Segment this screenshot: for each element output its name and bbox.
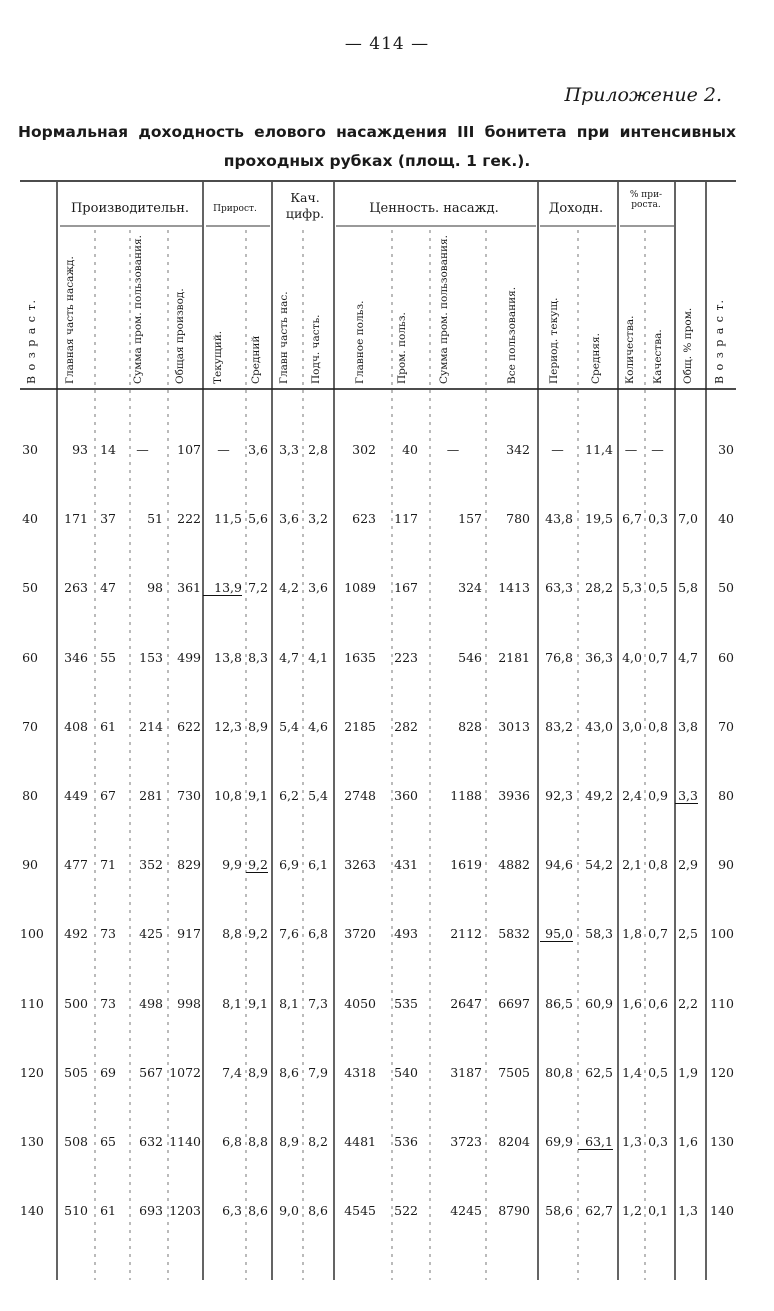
table-cell: 107 bbox=[177, 442, 201, 457]
table-cell: 12,3 bbox=[214, 718, 242, 734]
table-cell: 6,7 bbox=[622, 511, 642, 527]
table-cell: 1619 bbox=[450, 857, 482, 873]
table-cell: 2185 bbox=[344, 718, 376, 734]
table-cell: 1,3 bbox=[678, 1203, 698, 1219]
table-cell: 6,8 bbox=[308, 926, 328, 942]
column-header-0: В о з р а с т. bbox=[25, 298, 38, 384]
table-cell: 1140 bbox=[169, 1134, 201, 1149]
column-header-12: Все пользования. bbox=[506, 286, 518, 384]
table-cell: 1089 bbox=[344, 580, 376, 596]
page-number: — 414 — bbox=[344, 34, 430, 54]
table-cell: 1203 bbox=[169, 1203, 201, 1219]
column-header-3: Сумма пром. пользования. bbox=[132, 235, 144, 384]
column-header-14: Средняя. bbox=[590, 332, 602, 384]
age-cell: 120 bbox=[20, 1064, 44, 1080]
table-cell: 917 bbox=[177, 926, 201, 942]
group-header-value: Ценность. насажд. bbox=[369, 201, 499, 216]
table-cell: 3,8 bbox=[678, 718, 698, 734]
table-cell: 0,7 bbox=[648, 649, 668, 665]
table-cell: 13,9 bbox=[203, 580, 242, 596]
table-cell: 3,6 bbox=[279, 511, 299, 527]
table-cell: 522 bbox=[394, 1203, 418, 1219]
table-cell: 8,9 bbox=[248, 718, 268, 734]
table-cell: 730 bbox=[177, 788, 201, 803]
table-cell: 4,7 bbox=[279, 649, 299, 665]
age-cell: 100 bbox=[710, 926, 734, 942]
table-cell: 5,4 bbox=[308, 788, 328, 803]
table-cell: 19,5 bbox=[585, 511, 613, 527]
table-cell: 8790 bbox=[498, 1203, 530, 1219]
table-cell: 510 bbox=[64, 1203, 88, 1219]
table-cell: 4481 bbox=[344, 1134, 376, 1149]
table-cell: — bbox=[446, 442, 460, 457]
table-cell: 76,8 bbox=[545, 649, 573, 665]
column-header-18: В о з р а с т. bbox=[713, 298, 726, 384]
table-cell: 346 bbox=[64, 649, 88, 665]
table-cell: 8204 bbox=[498, 1134, 530, 1149]
table-cell: 6,8 bbox=[222, 1134, 242, 1149]
table-cell: 536 bbox=[394, 1134, 418, 1149]
appendix-label: Приложение 2. bbox=[564, 84, 722, 106]
table-cell: 3720 bbox=[344, 926, 376, 942]
table-cell: 0,5 bbox=[648, 1064, 668, 1080]
column-header-11: Сумма пром. пользования. bbox=[438, 235, 450, 384]
table-cell: 65 bbox=[100, 1134, 116, 1149]
table-cell: 500 bbox=[64, 995, 88, 1011]
column-header-7: Главн часть нас. bbox=[278, 291, 290, 384]
age-cell: 30 bbox=[718, 442, 734, 457]
table-cell: 73 bbox=[100, 995, 116, 1011]
table-cell: 171 bbox=[64, 511, 88, 527]
table-cell: 3187 bbox=[450, 1064, 482, 1080]
table-cell: 408 bbox=[64, 718, 88, 734]
table-title: Нормальная доходность елового насаждения III бонитета при интенсивных проходных рубках (площ. 1 гек.). bbox=[18, 123, 736, 170]
age-cell: 110 bbox=[710, 995, 734, 1011]
table-cell: 508 bbox=[64, 1134, 88, 1149]
table-cell: 8,9 bbox=[248, 1064, 268, 1080]
table-cell: 73 bbox=[100, 926, 116, 942]
table-cell: 1413 bbox=[498, 580, 530, 596]
table-cell: 0,3 bbox=[648, 1134, 668, 1149]
table-cell: 3,6 bbox=[248, 442, 268, 457]
table-cell: 5,3 bbox=[622, 580, 642, 596]
table-cell: 4882 bbox=[498, 857, 530, 873]
table-cell: 4,7 bbox=[678, 649, 698, 665]
table-cell: 83,2 bbox=[545, 718, 573, 734]
table-cell: 6,3 bbox=[222, 1203, 242, 1219]
table-cell: 0,7 bbox=[648, 926, 668, 942]
table-cell: 8,6 bbox=[248, 1203, 268, 1219]
table-cell: 67 bbox=[100, 788, 116, 803]
table-cell: 8,1 bbox=[279, 995, 299, 1011]
table-cell: 567 bbox=[139, 1064, 163, 1080]
table-cell: 5,6 bbox=[248, 511, 268, 527]
table-cell: 37 bbox=[100, 511, 116, 527]
table-cell: 8,6 bbox=[279, 1064, 299, 1080]
table-cell: 4245 bbox=[450, 1203, 482, 1219]
table-cell: 7,9 bbox=[308, 1064, 328, 1080]
table-cell: 1,3 bbox=[622, 1134, 642, 1149]
table-cell: 43,0 bbox=[585, 718, 613, 734]
table-cell: 36,3 bbox=[585, 649, 613, 665]
age-cell: 80 bbox=[718, 788, 734, 803]
table-cell: 6,1 bbox=[308, 857, 328, 873]
table-cell: 167 bbox=[394, 580, 418, 596]
table-cell: — bbox=[651, 442, 664, 457]
table-cell: 0,6 bbox=[648, 995, 668, 1011]
age-cell: 90 bbox=[718, 857, 734, 873]
table-cell: 1,6 bbox=[622, 995, 642, 1011]
table-cell: 3,3 bbox=[279, 442, 299, 457]
table-cell: 2181 bbox=[498, 649, 530, 665]
age-cell: 90 bbox=[22, 857, 38, 873]
table-cell: 425 bbox=[139, 926, 163, 942]
table-cell: 69,9 bbox=[545, 1134, 573, 1149]
table-cell: 1,8 bbox=[622, 926, 642, 942]
column-header-1: Главная часть насажд. bbox=[64, 256, 76, 384]
table-cell: 0,9 bbox=[648, 788, 668, 803]
table-cell: 49,2 bbox=[585, 788, 613, 803]
age-cell: 40 bbox=[718, 511, 734, 527]
table-cell: 2647 bbox=[450, 995, 482, 1011]
table-cell: 3,2 bbox=[308, 511, 328, 527]
table-cell: 352 bbox=[139, 857, 163, 873]
table-cell: 11,5 bbox=[214, 511, 242, 527]
table-cell: 7505 bbox=[498, 1064, 530, 1080]
table-cell: 0,3 bbox=[648, 511, 668, 527]
age-cell: 60 bbox=[22, 649, 38, 665]
table-cell: 92,3 bbox=[545, 788, 573, 803]
table-cell: 9,9 bbox=[222, 857, 242, 873]
age-cell: 50 bbox=[718, 580, 734, 596]
table-cell: 2,4 bbox=[622, 788, 642, 803]
table-cell: 93 bbox=[72, 442, 88, 457]
table-cell: 153 bbox=[139, 649, 163, 665]
table-cell: 9,2 bbox=[248, 926, 268, 942]
table-cell: 69 bbox=[100, 1064, 116, 1080]
age-cell: 130 bbox=[20, 1134, 44, 1149]
table-cell: 60,9 bbox=[585, 995, 613, 1011]
table-cell: 263 bbox=[64, 580, 88, 596]
table-cell: 2,1 bbox=[622, 857, 642, 873]
table-cell: 4050 bbox=[344, 995, 376, 1011]
table-cell: 828 bbox=[458, 718, 482, 734]
column-header-16: Качества. bbox=[652, 329, 664, 384]
table-cell: 3013 bbox=[498, 718, 530, 734]
table-cell: 6,2 bbox=[279, 788, 299, 803]
table-cell: 780 bbox=[506, 511, 530, 527]
table-cell: 499 bbox=[177, 649, 201, 665]
table-cell: 632 bbox=[139, 1134, 163, 1149]
table-cell: 281 bbox=[139, 788, 163, 803]
table-cell: 498 bbox=[139, 995, 163, 1011]
table-cell: 5,4 bbox=[279, 718, 299, 734]
group-header-income: Доходн. bbox=[548, 201, 604, 216]
table-cell: 222 bbox=[177, 511, 201, 527]
table-cell: 0,8 bbox=[648, 857, 668, 873]
table-cell: 0,1 bbox=[648, 1203, 668, 1219]
age-cell: 100 bbox=[20, 926, 44, 942]
table-cell: 14 bbox=[100, 442, 116, 457]
table-cell: 3936 bbox=[498, 788, 530, 803]
table-cell: 361 bbox=[177, 580, 201, 596]
group-header-increment: Прирост. bbox=[213, 204, 257, 214]
table-cell: 95,0 bbox=[540, 926, 573, 942]
table-cell: 61 bbox=[100, 718, 116, 734]
table-cell: 8,9 bbox=[279, 1134, 299, 1149]
table-cell: 94,6 bbox=[545, 857, 573, 873]
age-cell: 50 bbox=[22, 580, 38, 596]
column-header-6: Средний bbox=[250, 335, 262, 384]
table-cell: 622 bbox=[177, 718, 201, 734]
table-cell: 54,2 bbox=[585, 857, 613, 873]
table-cell: 3263 bbox=[344, 857, 376, 873]
table-cell: 2112 bbox=[450, 926, 482, 942]
column-header-17: Общ. % пром. bbox=[682, 307, 694, 384]
table-cell: — bbox=[136, 442, 149, 457]
table-cell: 62,5 bbox=[585, 1064, 613, 1080]
table-cell: 1,4 bbox=[622, 1064, 642, 1080]
age-cell: 60 bbox=[718, 649, 734, 665]
table-cell: 4,2 bbox=[279, 580, 299, 596]
table-cell: 302 bbox=[352, 442, 376, 457]
table-cell: — bbox=[217, 442, 230, 457]
table-cell: 0,8 bbox=[648, 718, 668, 734]
table-cell: 0,5 bbox=[648, 580, 668, 596]
table-cell: 58,3 bbox=[585, 926, 613, 942]
table-cell: 47 bbox=[100, 580, 116, 596]
table-cell: 342 bbox=[506, 442, 530, 457]
column-header-9: Главное польз. bbox=[354, 300, 366, 384]
table-cell: 9,0 bbox=[279, 1203, 299, 1219]
table-cell: 214 bbox=[139, 718, 163, 734]
table-cell: 62,7 bbox=[585, 1203, 613, 1219]
table-cell: 4545 bbox=[344, 1203, 376, 1219]
table-cell: 431 bbox=[394, 857, 418, 873]
table-cell: 71 bbox=[100, 857, 116, 873]
column-header-15: Количества. bbox=[624, 315, 636, 384]
table-cell: 360 bbox=[394, 788, 418, 803]
table-cell: 43,8 bbox=[545, 511, 573, 527]
table-cell: 2,5 bbox=[678, 926, 698, 942]
column-header-4: Общая производ. bbox=[174, 288, 186, 384]
age-cell: 140 bbox=[20, 1203, 44, 1219]
age-cell: 70 bbox=[718, 718, 734, 734]
column-header-8: Подч. часть. bbox=[310, 314, 322, 384]
table-cell: 5,8 bbox=[678, 580, 698, 596]
table-cell: 4318 bbox=[344, 1064, 376, 1080]
table-cell: 8,6 bbox=[308, 1203, 328, 1219]
table-cell: 282 bbox=[394, 718, 418, 734]
table-cell: 1072 bbox=[169, 1064, 201, 1080]
table-cell: 1188 bbox=[450, 788, 482, 803]
table-cell: 1,2 bbox=[622, 1203, 642, 1219]
age-cell: 80 bbox=[22, 788, 38, 803]
table-cell: 7,0 bbox=[678, 511, 698, 527]
table-cell: 6,9 bbox=[279, 857, 299, 873]
table-cell: 10,8 bbox=[214, 788, 242, 803]
table-cell: 11,4 bbox=[585, 442, 613, 457]
age-cell: 70 bbox=[22, 718, 38, 734]
table-cell: 492 bbox=[64, 926, 88, 942]
table-cell: 8,8 bbox=[248, 1134, 268, 1149]
table-cell: 58,6 bbox=[545, 1203, 573, 1219]
table-cell: 3,0 bbox=[622, 718, 642, 734]
table-cell: 7,6 bbox=[279, 926, 299, 942]
table-cell: 477 bbox=[64, 857, 88, 873]
table-cell: 4,6 bbox=[308, 718, 328, 734]
table-cell: 8,3 bbox=[248, 649, 268, 665]
table-cell: 40 bbox=[402, 442, 418, 457]
age-cell: 130 bbox=[710, 1134, 734, 1149]
table-cell: 28,2 bbox=[585, 580, 613, 596]
table-cell: 4,1 bbox=[308, 649, 328, 665]
table-cell: 4,0 bbox=[622, 649, 642, 665]
table-cell: 3723 bbox=[450, 1134, 482, 1149]
table-cell: 3,3 bbox=[675, 788, 698, 804]
age-cell: 140 bbox=[710, 1203, 734, 1219]
table-cell: 13,8 bbox=[214, 649, 242, 665]
age-cell: 30 bbox=[22, 442, 38, 457]
table-cell: 540 bbox=[394, 1064, 418, 1080]
table-cell: 63,3 bbox=[545, 580, 573, 596]
table-cell: 535 bbox=[394, 995, 418, 1011]
table-cell: 80,8 bbox=[545, 1064, 573, 1080]
table-cell: 9,1 bbox=[248, 995, 268, 1011]
yield-table bbox=[20, 180, 736, 1290]
table-cell: 5832 bbox=[498, 926, 530, 942]
table-cell: 693 bbox=[139, 1203, 163, 1219]
table-cell: 324 bbox=[458, 580, 482, 596]
age-cell: 40 bbox=[22, 511, 38, 527]
table-cell: 1635 bbox=[344, 649, 376, 665]
table-cell: 86,5 bbox=[545, 995, 573, 1011]
table-cell: 7,4 bbox=[222, 1064, 242, 1080]
table-cell: 493 bbox=[394, 926, 418, 942]
table-cell: 2,2 bbox=[678, 995, 698, 1011]
table-cell: 98 bbox=[147, 580, 163, 596]
table-cell: 8,8 bbox=[222, 926, 242, 942]
table-cell: 3,6 bbox=[308, 580, 328, 596]
table-cell: 1,6 bbox=[678, 1134, 698, 1149]
table-cell: 998 bbox=[177, 995, 201, 1011]
table-cell: 505 bbox=[64, 1064, 88, 1080]
column-header-13: Период. текущ. bbox=[548, 297, 560, 384]
table-cell: 623 bbox=[352, 511, 376, 527]
table-cell: 546 bbox=[458, 649, 482, 665]
group-header-quality: Кач. цифр. bbox=[285, 190, 325, 221]
table-cell: 9,1 bbox=[248, 788, 268, 803]
column-header-10: Пром. польз. bbox=[396, 312, 408, 384]
column-header-5: Текущий. bbox=[212, 330, 224, 384]
table-cell: 7,2 bbox=[248, 580, 268, 596]
table-cell: 7,3 bbox=[308, 995, 328, 1011]
table-cell: 8,1 bbox=[222, 995, 242, 1011]
table-cell: 829 bbox=[177, 857, 201, 873]
table-cell: 223 bbox=[394, 649, 418, 665]
table-cell: 2,9 bbox=[678, 857, 698, 873]
age-cell: 120 bbox=[710, 1064, 734, 1080]
group-header-producers: Производительн. bbox=[70, 201, 190, 216]
table-cell: 8,2 bbox=[308, 1134, 328, 1149]
table-cell: 1,9 bbox=[678, 1064, 698, 1080]
group-header-pct-increment: % при- роста. bbox=[629, 190, 663, 210]
age-cell: 110 bbox=[20, 995, 44, 1011]
table-cell: 51 bbox=[147, 511, 163, 527]
table-cell: — bbox=[624, 442, 638, 457]
table-cell: 117 bbox=[394, 511, 418, 527]
table-cell: 9,2 bbox=[246, 857, 268, 873]
table-cell: 63,1 bbox=[578, 1134, 613, 1150]
table-cell: 2,8 bbox=[308, 442, 328, 457]
table-cell: — bbox=[551, 442, 564, 457]
table-cell: 2748 bbox=[344, 788, 376, 803]
table-cell: 157 bbox=[458, 511, 482, 527]
table-cell: 6697 bbox=[498, 995, 530, 1011]
table-cell: 61 bbox=[100, 1203, 116, 1219]
table-cell: 449 bbox=[64, 788, 88, 803]
table-cell: 55 bbox=[100, 649, 116, 665]
